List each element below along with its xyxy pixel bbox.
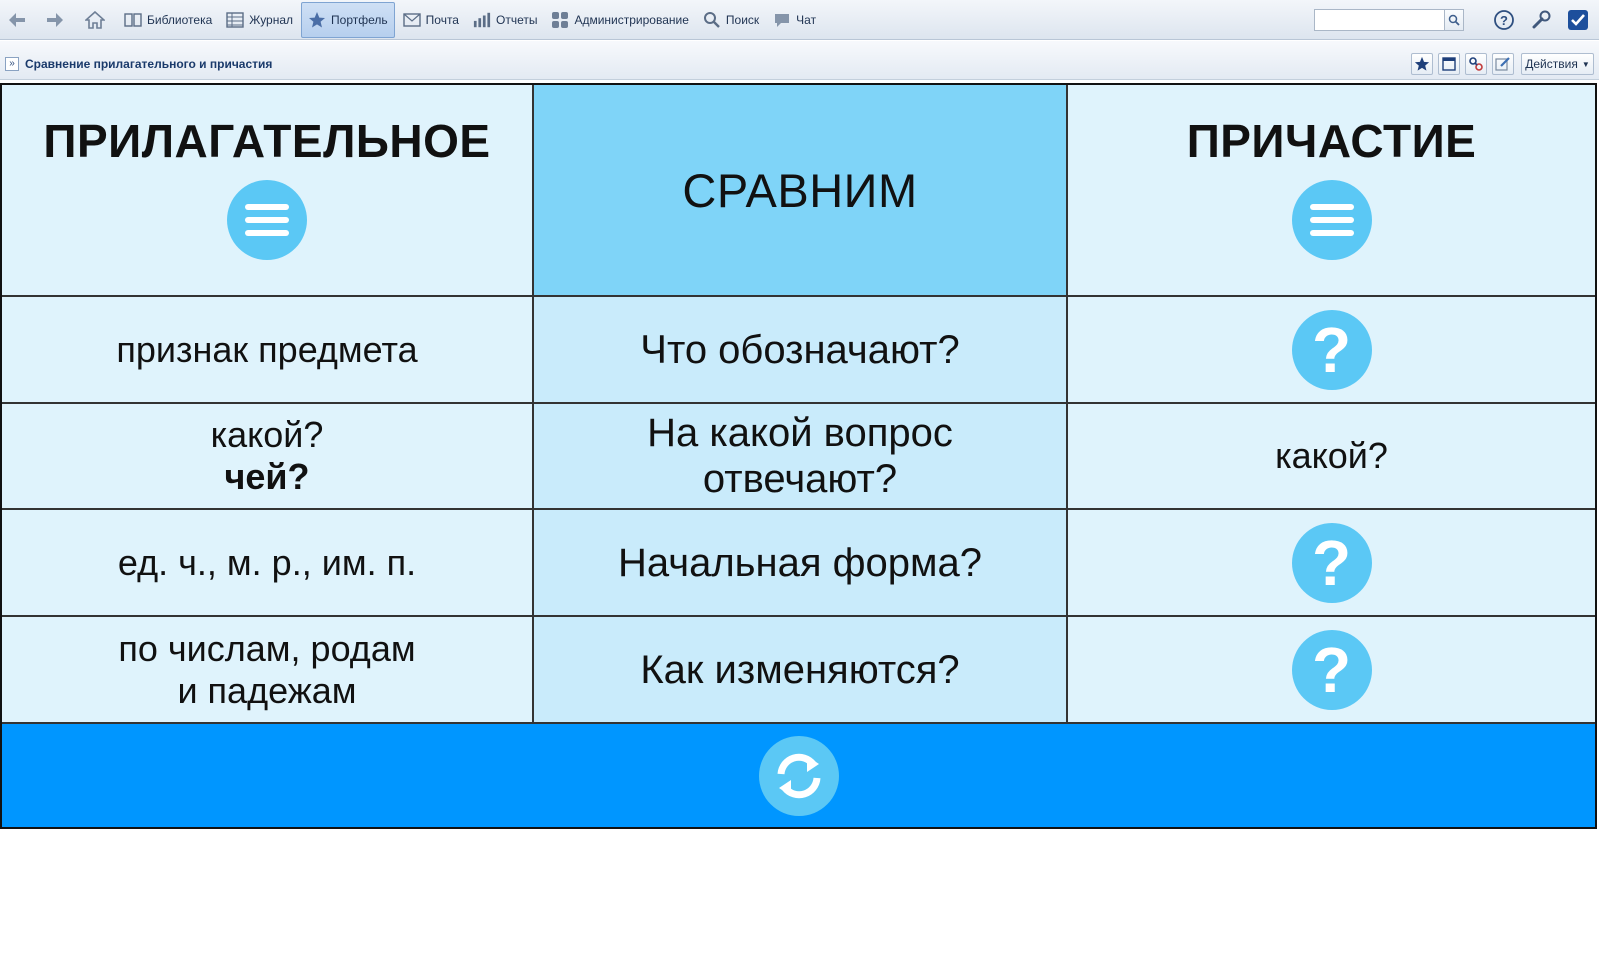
forward-arrow-icon[interactable] (42, 8, 68, 32)
adjective-question (2, 404, 534, 510)
menu-hamburger-icon[interactable] (227, 180, 307, 260)
chat-icon (773, 11, 791, 29)
question-mark-icon[interactable] (1292, 523, 1372, 603)
star-icon (308, 11, 326, 29)
adjective-question-line1: какой? (210, 414, 324, 455)
menu-label-journal: Журнал (249, 13, 294, 27)
question-inflection (534, 617, 1068, 724)
question-initial-form (534, 510, 1068, 617)
menu-item-administration[interactable] (545, 2, 694, 38)
question-meaning (534, 297, 1068, 404)
adjective-meaning (2, 297, 534, 404)
menu-item-journal[interactable] (220, 2, 299, 38)
header-adjective (2, 85, 534, 297)
question-mark-glyph: ? (1311, 526, 1352, 599)
menu-label-search: Поиск (725, 13, 760, 27)
actions-dropdown[interactable] (1521, 53, 1594, 75)
question-mark-glyph: ? (1311, 633, 1352, 706)
menu-item-portfolio[interactable] (301, 2, 395, 38)
question-which-line1: На какой вопрос (647, 411, 953, 455)
participle-question-text: какой? (1275, 435, 1388, 476)
chart-icon (473, 11, 491, 29)
slide-footer (2, 724, 1595, 827)
search-icon (703, 11, 721, 29)
participle-question (1068, 404, 1595, 510)
back-arrow-icon[interactable] (4, 8, 30, 32)
header-compare (534, 85, 1068, 297)
menu-label-reports: Отчеты (495, 13, 538, 27)
adjective-inflection (2, 617, 534, 724)
window-icon[interactable] (1438, 53, 1460, 75)
participle-meaning (1068, 297, 1595, 404)
menu-item-chat[interactable] (767, 2, 822, 38)
admin-icon (551, 11, 569, 29)
favorite-star-icon[interactable] (1411, 53, 1433, 75)
question-mark-glyph: ? (1311, 313, 1352, 386)
checkbox-icon[interactable] (1565, 8, 1591, 32)
adjective-initial-form-text: ед. ч., м. р., им. п. (117, 541, 417, 583)
menu-item-library[interactable] (118, 2, 218, 38)
question-meaning-text: Что обозначают? (640, 327, 960, 372)
expand-panel-icon[interactable]: » (5, 57, 19, 71)
adjective-inflection-line2: и падежам (177, 669, 357, 711)
top-toolbar (0, 0, 1599, 40)
help-icon[interactable] (1491, 8, 1517, 32)
settings-wrench-icon[interactable] (1529, 8, 1555, 32)
menu-label-chat: Чат (796, 13, 817, 27)
adjective-inflection-line1: по числам, родам (118, 627, 416, 669)
question-inflection-text: Как изменяются? (640, 647, 960, 692)
menu-item-mail[interactable] (397, 2, 465, 38)
participle-initial-form (1068, 510, 1595, 617)
page-title: Сравнение прилагательного и причастия (25, 57, 273, 71)
chevron-down-icon: ▼ (1581, 59, 1590, 69)
svg-text:?: ? (1500, 13, 1508, 28)
menu-label-library: Библиотека (147, 13, 213, 27)
question-mark-icon[interactable] (1292, 630, 1372, 710)
header-adjective-title: ПРИЛАГАТЕЛЬНОЕ (43, 115, 491, 167)
question-which-question (534, 404, 1068, 510)
adjective-meaning-text: признак предмета (116, 328, 418, 370)
header-compare-title: СРАВНИМ (682, 163, 918, 217)
adjective-initial-form (2, 510, 534, 617)
question-which-line2: отвечают? (702, 457, 898, 501)
refresh-icon[interactable] (759, 736, 839, 816)
header-participle (1068, 85, 1595, 297)
breadcrumb-bar (0, 41, 1599, 80)
menu-label-mail: Почта (425, 13, 459, 27)
menu-item-reports[interactable] (467, 2, 543, 38)
edit-icon[interactable] (1492, 53, 1514, 75)
global-search-input[interactable] (1314, 9, 1464, 31)
journal-icon (226, 11, 244, 29)
participle-inflection (1068, 617, 1595, 724)
adjective-question-line2: чей? (224, 456, 310, 497)
comparison-slide (0, 83, 1597, 829)
question-mark-icon[interactable] (1292, 310, 1372, 390)
question-initial-form-text: Начальная форма? (617, 540, 983, 585)
main-menu (118, 0, 824, 40)
mail-icon (403, 11, 421, 29)
header-participle-title: ПРИЧАСТИЕ (1186, 115, 1477, 167)
menu-label-administration: Администрирование (574, 13, 689, 27)
actions-label: Действия (1525, 57, 1578, 71)
search-submit-icon[interactable] (1444, 9, 1464, 31)
menu-item-search[interactable] (697, 2, 765, 38)
menu-label-portfolio: Портфель (331, 13, 388, 27)
book-icon (124, 11, 142, 29)
share-link-icon[interactable] (1465, 53, 1487, 75)
home-icon[interactable] (82, 8, 108, 32)
menu-hamburger-icon[interactable] (1292, 180, 1372, 260)
